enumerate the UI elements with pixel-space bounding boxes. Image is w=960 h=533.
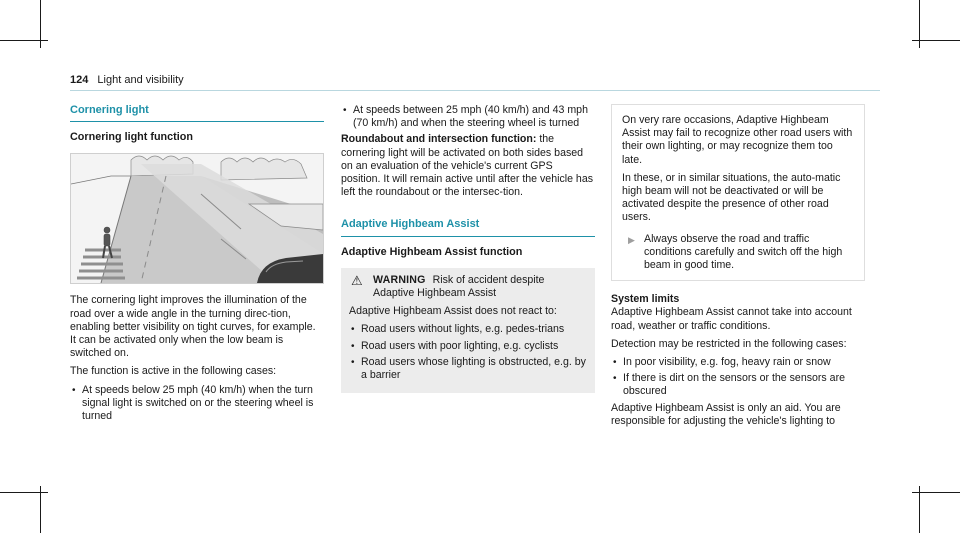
warning-header: [349, 274, 587, 300]
roundabout-label: Roundabout and intersection function:: [341, 133, 537, 146]
warning-text: Adaptive Highbeam Assist does not react to:: [349, 305, 557, 318]
warning-title: Risk of accident despite Adaptive Highbeam Assist: [373, 273, 545, 300]
list-item: • At speeds below 25 mph (40 km/h) when the turn signal light is switched on or the steering wheel is turned: [70, 384, 324, 424]
warning-triangle-icon: ⚠: [351, 272, 363, 288]
page-header: [70, 74, 184, 86]
cornering-light-illustration: [70, 153, 324, 284]
warning-continuation-box: [611, 104, 865, 281]
roundabout-paragraph: [341, 133, 595, 199]
system-limits-title: System limits: [611, 293, 680, 306]
list-item: • At speeds between 25 mph (40 km/h) and 43 mph (70 km/h) and when the steering wheel is turned: [341, 104, 595, 130]
crop-mark: [0, 492, 48, 493]
list-item: • Road users whose lighting is obstructed, e.g. by a barrier: [349, 356, 587, 382]
road-scene-drawing: [71, 154, 323, 283]
column-2: [341, 104, 595, 393]
warning-label: WARNING: [373, 273, 426, 286]
crop-mark: [919, 486, 920, 533]
subtitle-adaptive-highbeam-function: Adaptive Highbeam Assist function: [341, 245, 523, 258]
header-divider: [70, 90, 880, 91]
crop-mark: [912, 40, 960, 41]
subtitle-cornering-light-function: Cornering light function: [70, 131, 193, 144]
note-paragraph: On very rare occasions, Adaptive Highbeam Assist may fail to recognize other road users with their own lighting, or may recognize them too late.: [622, 114, 853, 166]
play-arrow-icon: ▶: [628, 234, 635, 245]
page-number: 124: [70, 74, 89, 86]
crop-mark: [0, 40, 48, 41]
action-step: [622, 233, 854, 273]
note-paragraph: In these, or in similar situations, the auto-matic high beam will not be deactivated or will be activated despite the presence of other road users.: [622, 171, 841, 224]
cornering-cases-intro: The function is active in the following cases:: [70, 365, 277, 378]
action-text: Always observe the road and traffic conditions carefully and switch off the high beam in good time.: [644, 232, 843, 272]
section-title-adaptive-highbeam: Adaptive Highbeam Assist: [341, 218, 595, 236]
list-item: • If there is dirt on the sensors or the sensors are obscured: [611, 372, 865, 398]
header-section: Light and visibility: [97, 74, 184, 86]
crop-mark: [40, 486, 41, 533]
warning-box: [341, 268, 595, 393]
column-3: [611, 104, 865, 433]
final-paragraph: Adaptive Highbeam Assist is only an aid. You are responsible for adjusting the vehicle's lighting to: [611, 401, 841, 427]
column-1: [70, 104, 324, 426]
detection-text: Detection may be restricted in the following cases:: [611, 337, 847, 350]
section-title-cornering-light: Cornering light: [70, 104, 324, 122]
list-item: • Road users with poor lighting, e.g. cyclists: [349, 340, 587, 353]
crop-mark: [912, 492, 960, 493]
cornering-description: The cornering light improves the illumination of the road over a wide angle in the turning direc-tion, enabling better visibility on tight curves, for example. It can be activated only when the low beam is switched on.: [70, 294, 316, 360]
system-limits-text: Adaptive Highbeam Assist cannot take into account road, weather or traffic conditions.: [611, 306, 852, 332]
list-item: • Road users without lights, e.g. pedes-trians: [349, 323, 587, 336]
list-item: • In poor visibility, e.g. fog, heavy rain or snow: [611, 356, 865, 369]
roundabout-text: the cornering light will be activated on both sides based on an evaluation of the vehicle's current GPS position. It will remain active until after the vehicle has left the roundabout or the intersec-tion.: [341, 133, 594, 199]
